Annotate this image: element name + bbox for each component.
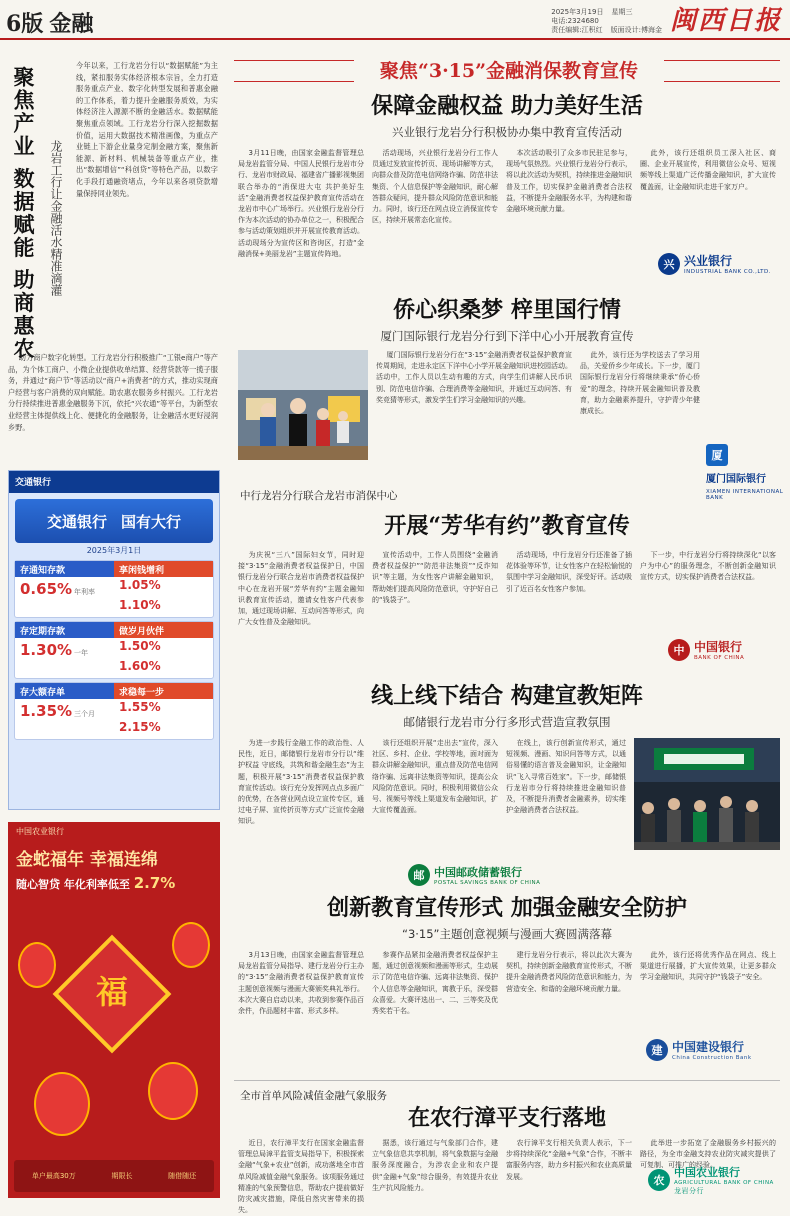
article-text: 为庆祝“三八”国际妇女节，同时迎接“3·15”金融消费者权益保护日，中国银行龙岩分行联合龙岩市消费者权益保护中心在龙岩开展“芳华有约”主题金融知识教育宣传活动，邀请女性客户代表参加，通过现场讲解、互动问答等形式，向广大女性普及金融知识。 (238, 551, 364, 627)
article-6-col-1 (238, 1138, 364, 1215)
article-2-col-1 (376, 350, 572, 500)
cib-logo (658, 252, 771, 275)
psbc-name: 中国邮政储蓄银行 (434, 866, 522, 879)
article-5-col-2 (372, 950, 498, 1074)
product-rate: 2.15% (119, 720, 161, 734)
article-2-photo (238, 350, 368, 460)
section-divider (234, 1080, 780, 1081)
product-title: 求稳每一步 (114, 683, 213, 699)
article-1-col-1 (238, 148, 364, 298)
bocom-product-row (14, 682, 214, 740)
article-text: 活动现场，中行龙岩分行还准备了插花体验等环节，让女性客户在轻松愉悦的氛围中学习金融知识，深受好评。活动吸引了近百名女性客户参加。 (506, 551, 632, 593)
boc-logo (668, 638, 744, 661)
xib-name-en: XIAMEN INTERNATIONAL BANK (706, 489, 784, 501)
article-6-col-2 (372, 1138, 498, 1196)
bank-ad-brand: 中国农业银行 (16, 827, 64, 836)
section-name: 金融 (49, 11, 94, 37)
article-text: 该行还组织开展“走出去”宣传，深入社区、乡村、企业、学校等地，面对面为群众讲解金融知识，重点普及防范电信网络诈骗、远离非法集资等知识，提高公众风险防范意识。同时，积极利用微信公众号、视频号等线上渠道发布金融知识，扩大宣传覆盖面。 (372, 739, 498, 815)
article-4-subtitle: 邮储银行龙岩市分行多形式营造宣教氛围 (403, 715, 611, 729)
article-text: 参赛作品紧扣金融消费者权益保护主题，通过创意视频和漫画等形式，生动展示了防范电信诈骗、远离非法集资、保护个人信息等金融知识，寓教于乐，深受群众喜爱。大赛评选出一、二、三等奖及优秀奖若干名。 (372, 951, 498, 1016)
article-text: 3月13日晚，由国家金融监督管理总局龙岩监管分局指导、建行龙岩分行主办的“3·15”金融消费者权益保护教育宣传主题创意视频与漫画大赛颁奖典礼举行。本次大赛自启动以来，共收到参赛作品百余件，作品题材丰富、形式多样。 (238, 951, 364, 1016)
article-text: 活动现场，兴业银行龙岩分行工作人员通过发放宣传折页、现场讲解等方式，向群众普及防范电信网络诈骗、防范非法集资、个人信息保护等金融知识，耐心解答群众疑问，提升群众风险防范意识和能力。同时，该行还在网点设立消保宣传专区，持续开展常态化宣传。 (372, 149, 498, 225)
article-text: 近日，农行漳平支行在国家金融监督管理总局漳平监管支局指导下，积极探索金融“气象+农业”创新，成功落地全市首单风险减值金融气象服务。该项服务通过精准的气象预警信息，帮助农户提前做好防灾减灾措施，降低自然灾害带来的损失。 (238, 1139, 364, 1215)
product-note: 三个月 (74, 710, 96, 718)
cib-name: 兴业银行 (684, 254, 733, 268)
product-title: 做岁月伙伴 (114, 622, 213, 638)
xib-name: 厦门国际银行 (706, 474, 766, 485)
product-rate: 1.50% (119, 639, 161, 653)
article-4-title: 线上线下结合 构建宣教矩阵 (371, 683, 643, 709)
feature: 随借随还 (168, 1172, 197, 1180)
bocom-banner-right: 国有大行 (121, 512, 182, 531)
bocom-ad-header: 交通银行 (9, 471, 219, 493)
product-rate: 1.30% (20, 641, 73, 659)
abc-name: 中国农业银行 (674, 1166, 740, 1179)
feature: 单户最高30万 (31, 1172, 76, 1180)
article-text: 农行漳平支行相关负责人表示，下一步将持续深化“金融+气象”合作，不断丰富服务内容，助力乡村振兴和农业高质量发展。 (506, 1139, 632, 1181)
product-title: 存大额存单 (15, 683, 114, 699)
bank-ad-features (14, 1160, 214, 1192)
bocom-tagline: 2025年3月1日 (86, 546, 142, 555)
article-1-col-3 (506, 148, 632, 298)
abc-branch: 龙岩分行 (674, 1187, 704, 1195)
product-note: 一年 (74, 649, 89, 657)
bocom-banner-left: 交通银行 (46, 512, 107, 531)
article-1-col-2 (372, 148, 498, 298)
article-6-title: 在农行漳平支行落地 (407, 1105, 606, 1131)
ccb-logo-icon: 建 (646, 1039, 668, 1061)
newspaper-logo: 闽西日报 (669, 6, 782, 36)
bank-ad-product-name: 随心智贷 (16, 878, 60, 891)
boc-name-en: BANK OF CHINA (694, 655, 745, 661)
cib-logo-icon: 兴 (658, 253, 680, 275)
article-3-col-3 (506, 550, 632, 682)
article-3-col-1 (238, 550, 364, 682)
article-6-col-3 (506, 1138, 632, 1196)
lantern-icon (34, 1072, 90, 1136)
article-1-title: 保障金融权益 助力美好生活 (371, 93, 643, 119)
masthead (0, 0, 790, 40)
feature: 期限长 (111, 1172, 133, 1180)
article-5-col-1 (238, 950, 364, 1074)
bank-ad-product (8, 874, 220, 892)
product-rate: 1.60% (119, 659, 161, 673)
abc-logo-icon: 农 (648, 1169, 670, 1191)
article-5-col-3 (506, 950, 632, 1074)
lantern-icon (172, 922, 210, 968)
product-rate: 1.55% (119, 700, 161, 714)
lantern-icon (18, 942, 56, 988)
left-body-2 (8, 352, 218, 482)
edition-number: 6版 (6, 11, 44, 37)
product-title: 存通知存款 (15, 561, 114, 577)
article-3-col-4 (640, 550, 776, 630)
article-text: 为进一步践行金融工作的政治性、人民性，近日，邮储银行龙岩市分行以“维护权益 守底线，共筑和谐金融生态”为主题，积极开展“3·15”消费者权益保护教育宣传活动。该行充分发挥网点点多面广的优势，在各营业网点设立宣传专区，通过电子屏、宣传折页等方式广泛宣传金融知识。 (238, 739, 364, 826)
cib-name-en: INDUSTRIAL BANK CO.,LTD. (684, 269, 771, 275)
article-4-photo (634, 738, 780, 850)
bank-ad-rate-label: 年化利率低至 (63, 878, 130, 891)
article-1-col-4 (640, 148, 776, 248)
section-ribbon-title: 聚焦“3·15”金融消保教育宣传 (354, 57, 664, 85)
ccb-logo (646, 1038, 752, 1061)
article-text: 此外，该行还将优秀作品在网点、线上渠道进行展播，扩大宣传效果，让更多群众学习金融知识，共同守护“钱袋子”安全。 (640, 951, 776, 982)
masthead-info (551, 8, 662, 35)
article-2-subtitle: 厦门国际银行龙岩分行到下洋中心小开展教育宣传 (380, 329, 634, 343)
boc-name: 中国银行 (694, 640, 743, 654)
article-3-title: 开展“芳华有约”教育宣传 (384, 513, 630, 539)
article-6-kicker: 全市首单风险减值金融气象服务 (240, 1090, 387, 1102)
issue-date: 2025年3月19日 (551, 8, 604, 16)
abc-logo (648, 1164, 774, 1196)
left-subhead: 龙岩工行让金融活水精准滴灌 (49, 140, 63, 296)
issue-weekday: 星期三 (611, 8, 633, 16)
article-text: 据悉，该行通过与气象部门合作，建立气象信息共享机制，将气象数据与金融服务深度融合，为涉农企业和农户提供“金融+气象”综合服务，有效提升农业生产抗风险能力。 (372, 1139, 498, 1192)
xib-logo-icon: 厦 (706, 444, 728, 466)
article-3-kicker: 中行龙岩分行联合龙岩市消保中心 (240, 490, 398, 502)
product-note: 年利率 (74, 588, 96, 596)
product-rate: 1.05% (119, 578, 161, 592)
fu-character: 福 (95, 973, 128, 1011)
boc-logo-icon: 中 (668, 639, 690, 661)
article-text: 此外，该行还为学校送去了学习用品，关爱侨乡少年成长。下一步，厦门国际银行龙岩分行将继续秉承“侨心侨爱”的理念，持续开展金融知识普及教育，助力金融素养提升，守护青少年健康成长。 (580, 351, 700, 416)
product-rate: 1.35% (20, 702, 73, 720)
article-1-subtitle: 兴业银行龙岩分行积极协办集中教育宣传活动 (392, 125, 622, 139)
bocom-product-row (14, 560, 214, 618)
main-area (228, 44, 786, 1215)
bocom-banner (15, 499, 213, 543)
article-text: 厦门国际银行龙岩分行在“3·15”金融消费者权益保护教育宣传周期间，走进永定区下洋中心小学开展金融知识进校园活动。活动中，工作人员以生动有趣的方式，向学生们讲解人民币识别、防范电信诈骗、合理消费等金融知识，并通过互动问答、有奖竞猜等形式，激发学生们学习金融知识的兴趣。 (376, 351, 572, 404)
product-title: 享闲钱增利 (114, 561, 213, 577)
article-text: 此外，该行还组织员工深入社区、商圈、企业开展宣传，利用微信公众号、短视频等线上渠道广泛传播金融知识，扩大宣传覆盖面，让金融知识走进千家万户。 (640, 149, 776, 191)
article-text: 建行龙岩分行表示，将以此次大赛为契机，持续创新金融教育宣传形式，不断提升金融消费者风险防范意识和能力，为营造安全、和谐的金融环境贡献力量。 (506, 951, 632, 993)
bank-ad-slogan: 金蛇福年 幸福连绵 (16, 850, 158, 870)
bank-ad-rate: 2.7% (133, 874, 176, 892)
psbc-logo-icon: 邮 (408, 864, 430, 886)
article-5-subtitle: “3·15”主题创意视频与漫画大赛圆满落幕 (401, 927, 613, 941)
article-text: 宣传活动中，工作人员围绕“金融消费者权益保护”“防范非法集资”“反诈知识”等主题，为女性客户讲解金融知识，帮助她们提高风险防范意识，守护好自己的“钱袋子”。 (372, 551, 498, 604)
phone: 电话:2324680 (551, 17, 599, 25)
article-text: 本次活动吸引了众多市民驻足参与，现场气氛热烈。兴业银行龙岩分行表示，将以此次活动为契机，持续推进金融知识普及工作，切实保护金融消费者合法权益，不断提升金融服务水平，为构建和谐金融环境贡献力量。 (506, 149, 632, 214)
article-2-title: 侨心织桑梦 梓里国行情 (393, 297, 621, 323)
abc-advertisement (8, 822, 220, 1198)
article-3-col-2 (372, 550, 498, 682)
bocom-advertisement (8, 470, 220, 810)
article-text: 在线上，该行创新宣传形式，通过短视频、漫画、知识问答等方式，以通俗易懂的语言普及金融知识，让金融知识“飞入寻常百姓家”。下一步，邮储银行龙岩市分行将持续推进金融知识普及，不断提升消费者金融素养，切实维护金融消费者合法权益。 (506, 739, 626, 815)
lantern-icon (148, 1062, 198, 1120)
product-rate: 1.10% (119, 598, 161, 612)
article-5-title: 创新教育宣传形式 加强金融安全防护 (327, 895, 687, 921)
designer: 版面设计:傅海金 (610, 26, 662, 34)
product-title: 存定期存款 (15, 622, 114, 638)
ccb-name: 中国建设银行 (672, 1040, 745, 1054)
article-text: 此举进一步拓宽了金融服务乡村振兴的路径，为全市金融支持农业防灾减灾提供了可复制、可推广的经验。 (640, 1139, 776, 1170)
psbc-name-en: POSTAL SAVINGS BANK OF CHINA (434, 880, 541, 886)
ccb-name-en: China Construction Bank (672, 1055, 752, 1061)
article-text: 下一步，中行龙岩分行将持续深化“以客户为中心”的服务理念，不断创新金融知识宣传方式，切实保护消费者合法权益。 (640, 551, 776, 582)
psbc-logo (408, 864, 540, 886)
editor: 责任编辑:江积红 (551, 26, 603, 34)
abc-name-en: AGRICULTURAL BANK OF CHINA (674, 1180, 774, 1186)
left-body-1: 今年以来，工行龙岩分行以“数据赋能”为主线，紧扣服务实体经济根本宗旨，全力打造服务重点产业、数字化转型发展和普惠金融的工作体系，着力提升金融服务质效，为实体经济注入源源不断的金融活水。数据赋能聚焦重点领域。工行龙岩分行深入挖掘数据价值，运用大数据技术精准画像，为重点产业链上下游企业量身定制金融方案，聚焦新能源、新材料、机械装备等重点产业，推出“数据增信”“科创贷”等特色产品，以数字化手段打通融资堵点，今年以来各项贷款增量保持同业领先。 (76, 61, 218, 198)
bocom-product-row (14, 621, 214, 679)
product-rate: 0.65% (20, 580, 73, 598)
article-4-col-1 (238, 738, 364, 888)
left-headline: 聚焦产业 数据赋能 助商惠农 (11, 66, 36, 361)
article-2-col-2 (580, 350, 700, 500)
article-5-col-4 (640, 950, 776, 1030)
section-ribbon (234, 60, 780, 82)
article-text: 3月11日晚，由国家金融监督管理总局龙岩监管分局、中国人民银行龙岩市分行、龙岩市财政局、福建省广播影视集团联合举办的“消保进大屯 共护美好生活”金融消费者权益保护教育宣传活动在龙岩市中心广场举行。兴业银行龙岩分行作为本次活动的协办单位之一，积极配合参与活动策划组织并开展宣传教育活动。活动现场分为宣传区和咨询区，打造“金融消保+美丽龙岩”主题宣传阵地。 (238, 149, 364, 258)
xib-logo (706, 444, 786, 501)
left-body-2-text: 助力商户数字化转型。工行龙岩分行积极推广“工银e商户”等产品，为个体工商户、小微企业提供收单结算、经营贷款等一揽子服务，并通过“商户节”等活动以“商户+消费者”的方式，推动实现商户经营与客户消费的双向赋能。助农惠农服务乡村振兴。工行龙岩分行持续推进普惠金融服务下沉，依托“兴农通”等平台，为新型农业经营主体提供线上化、便捷化的金融服务，让金融活水更好浸润乡野。 (8, 353, 218, 432)
